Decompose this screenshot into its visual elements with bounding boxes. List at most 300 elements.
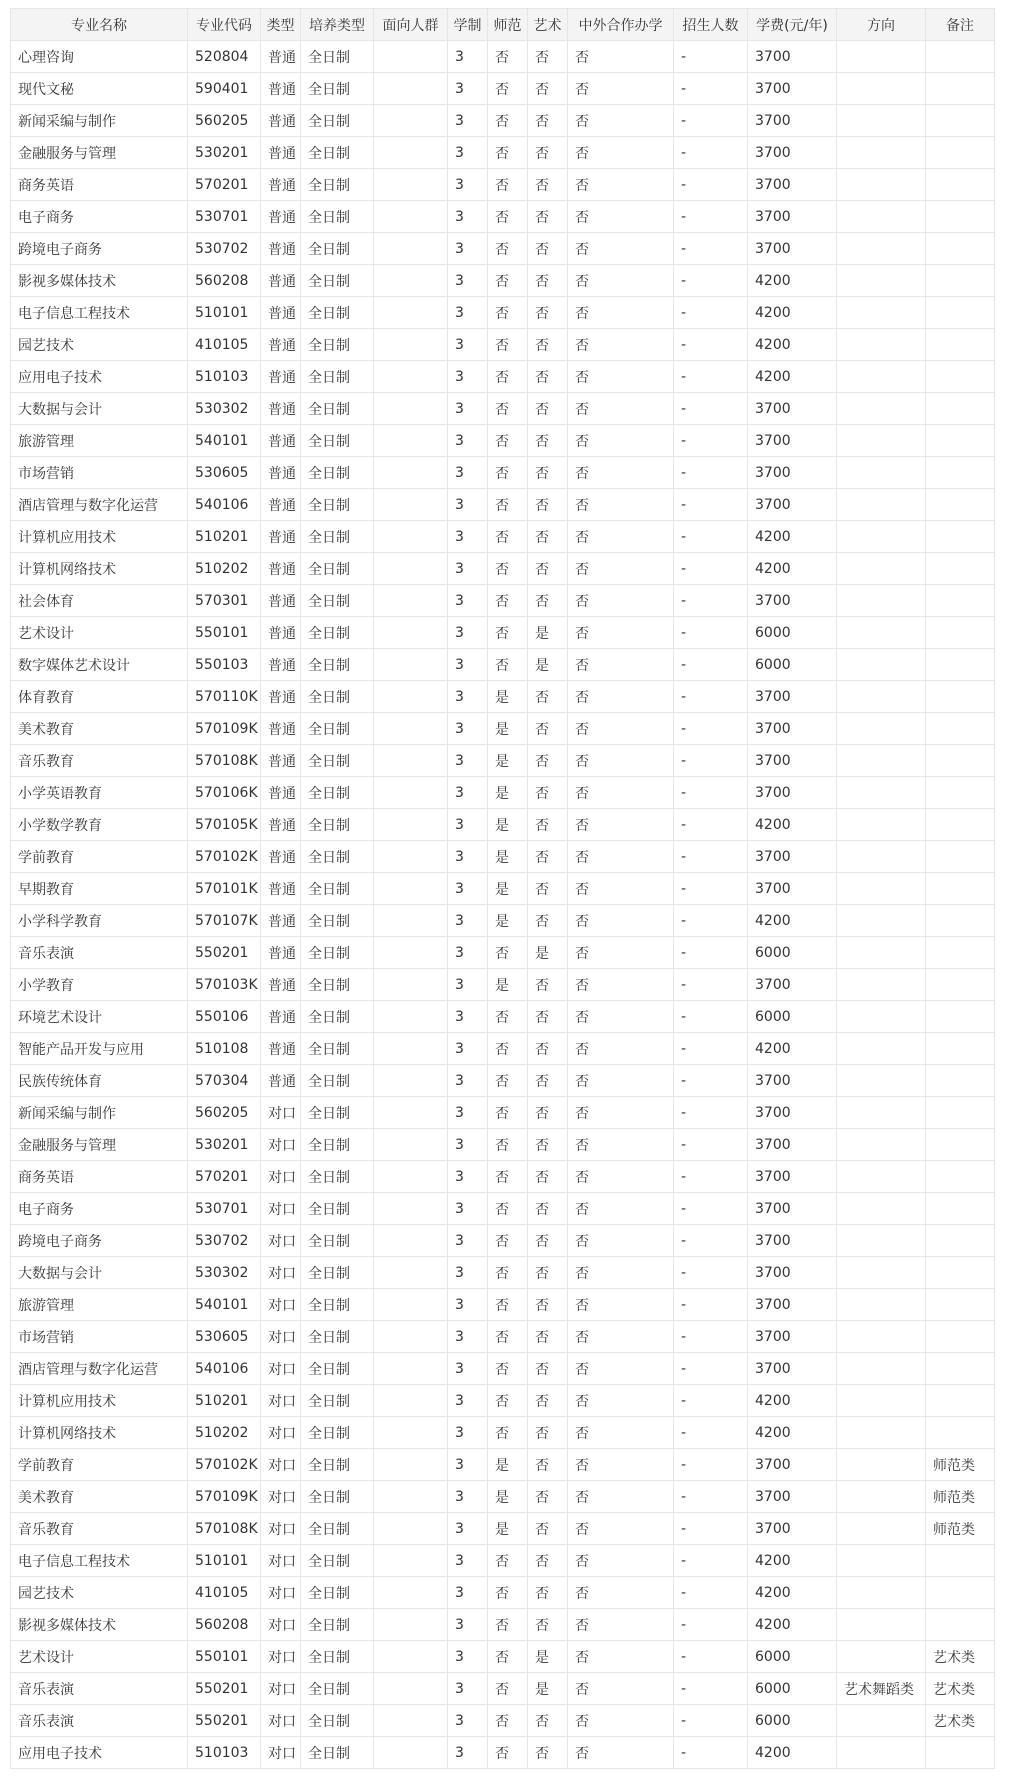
- cell-major-name: 影视多媒体技术: [11, 1609, 188, 1641]
- cell-joint-program: 否: [568, 1609, 674, 1641]
- table-row: [11, 1481, 995, 1513]
- cell-art: 否: [528, 1737, 568, 1769]
- cell-tuition: 3700: [748, 425, 837, 457]
- cell-major-code: 520804: [188, 41, 261, 73]
- cell-normal: 否: [488, 489, 528, 521]
- table-row: [11, 393, 995, 425]
- cell-duration: 3: [448, 1321, 488, 1353]
- cell-enrollment: -: [674, 1097, 748, 1129]
- cell-major-name: 新闻采编与制作: [11, 105, 188, 137]
- cell-major-name: 环境艺术设计: [11, 1001, 188, 1033]
- cell-duration: 3: [448, 489, 488, 521]
- cell-training-type: 全日制: [301, 1449, 374, 1481]
- cell-type: 对口: [261, 1257, 301, 1289]
- table-row: [11, 937, 995, 969]
- cell-normal: 否: [488, 329, 528, 361]
- cell-training-type: 全日制: [301, 745, 374, 777]
- cell-tuition: 3700: [748, 41, 837, 73]
- cell-target-group: [374, 1129, 448, 1161]
- table-row: [11, 1385, 995, 1417]
- cell-training-type: 全日制: [301, 1193, 374, 1225]
- cell-tuition: 3700: [748, 1481, 837, 1513]
- cell-major-code: 510101: [188, 1545, 261, 1577]
- cell-major-code: 530605: [188, 1321, 261, 1353]
- cell-training-type: 全日制: [301, 1129, 374, 1161]
- cell-direction: [837, 873, 926, 905]
- cell-training-type: 全日制: [301, 937, 374, 969]
- cell-joint-program: 否: [568, 137, 674, 169]
- cell-target-group: [374, 41, 448, 73]
- cell-art: 否: [528, 1609, 568, 1641]
- cell-target-group: [374, 617, 448, 649]
- cell-major-name: 市场营销: [11, 1321, 188, 1353]
- cell-major-code: 570108K: [188, 1513, 261, 1545]
- cell-joint-program: 否: [568, 169, 674, 201]
- cell-training-type: 全日制: [301, 1033, 374, 1065]
- cell-major-code: 570201: [188, 169, 261, 201]
- cell-major-code: 530702: [188, 233, 261, 265]
- cell-major-name: 音乐教育: [11, 745, 188, 777]
- cell-direction: [837, 1033, 926, 1065]
- cell-type: 普通: [261, 841, 301, 873]
- cell-remarks: 艺术类: [926, 1641, 995, 1673]
- cell-target-group: [374, 105, 448, 137]
- cell-art: 否: [528, 841, 568, 873]
- cell-major-name: 小学数学教育: [11, 809, 188, 841]
- cell-major-name: 电子商务: [11, 201, 188, 233]
- cell-art: 否: [528, 585, 568, 617]
- table-row: [11, 1705, 995, 1737]
- cell-training-type: 全日制: [301, 1097, 374, 1129]
- cell-major-name: 大数据与会计: [11, 1257, 188, 1289]
- cell-target-group: [374, 1097, 448, 1129]
- cell-major-name: 酒店管理与数字化运营: [11, 489, 188, 521]
- cell-joint-program: 否: [568, 873, 674, 905]
- column-header-major-name: 专业名称: [11, 9, 188, 41]
- cell-tuition: 3700: [748, 393, 837, 425]
- table-row: [11, 361, 995, 393]
- cell-major-name: 智能产品开发与应用: [11, 1033, 188, 1065]
- table-row: [11, 1449, 995, 1481]
- cell-target-group: [374, 1641, 448, 1673]
- cell-major-code: 570105K: [188, 809, 261, 841]
- table-row: [11, 1641, 995, 1673]
- cell-remarks: [926, 1097, 995, 1129]
- cell-enrollment: -: [674, 1641, 748, 1673]
- cell-enrollment: -: [674, 1417, 748, 1449]
- cell-major-name: 艺术设计: [11, 617, 188, 649]
- cell-joint-program: 否: [568, 905, 674, 937]
- cell-major-name: 音乐表演: [11, 937, 188, 969]
- cell-art: 否: [528, 1065, 568, 1097]
- cell-major-code: 570101K: [188, 873, 261, 905]
- cell-type: 普通: [261, 169, 301, 201]
- cell-type: 普通: [261, 617, 301, 649]
- cell-tuition: 3700: [748, 1289, 837, 1321]
- cell-enrollment: -: [674, 1321, 748, 1353]
- cell-major-code: 550101: [188, 1641, 261, 1673]
- cell-target-group: [374, 1033, 448, 1065]
- cell-training-type: 全日制: [301, 905, 374, 937]
- cell-joint-program: 否: [568, 1417, 674, 1449]
- column-header-enrollment: 招生人数: [674, 9, 748, 41]
- cell-type: 对口: [261, 1385, 301, 1417]
- cell-joint-program: 否: [568, 969, 674, 1001]
- cell-duration: 3: [448, 681, 488, 713]
- cell-enrollment: -: [674, 425, 748, 457]
- cell-tuition: 3700: [748, 777, 837, 809]
- cell-remarks: [926, 1737, 995, 1769]
- cell-direction: [837, 1705, 926, 1737]
- cell-remarks: [926, 329, 995, 361]
- table-row: [11, 649, 995, 681]
- cell-enrollment: -: [674, 105, 748, 137]
- cell-major-code: 530701: [188, 201, 261, 233]
- cell-major-code: 560208: [188, 265, 261, 297]
- cell-type: 普通: [261, 809, 301, 841]
- cell-art: 是: [528, 617, 568, 649]
- cell-normal: 是: [488, 1481, 528, 1513]
- cell-enrollment: -: [674, 841, 748, 873]
- cell-art: 否: [528, 1353, 568, 1385]
- cell-duration: 3: [448, 649, 488, 681]
- cell-normal: 是: [488, 1449, 528, 1481]
- table-row: [11, 969, 995, 1001]
- cell-art: 否: [528, 745, 568, 777]
- cell-normal: 否: [488, 1545, 528, 1577]
- cell-normal: 是: [488, 873, 528, 905]
- cell-duration: 3: [448, 1705, 488, 1737]
- cell-direction: [837, 1609, 926, 1641]
- cell-major-code: 510108: [188, 1033, 261, 1065]
- cell-enrollment: -: [674, 1033, 748, 1065]
- cell-training-type: 全日制: [301, 1225, 374, 1257]
- cell-duration: 3: [448, 1385, 488, 1417]
- table-row: [11, 873, 995, 905]
- cell-type: 普通: [261, 1001, 301, 1033]
- cell-major-name: 体育教育: [11, 681, 188, 713]
- table-row: [11, 233, 995, 265]
- cell-type: 普通: [261, 265, 301, 297]
- cell-joint-program: 否: [568, 1097, 674, 1129]
- table-row: [11, 1033, 995, 1065]
- cell-remarks: 师范类: [926, 1449, 995, 1481]
- cell-major-name: 市场营销: [11, 457, 188, 489]
- cell-remarks: [926, 457, 995, 489]
- cell-joint-program: 否: [568, 1193, 674, 1225]
- cell-remarks: [926, 1417, 995, 1449]
- cell-direction: [837, 169, 926, 201]
- cell-type: 普通: [261, 73, 301, 105]
- cell-joint-program: 否: [568, 1225, 674, 1257]
- cell-tuition: 3700: [748, 137, 837, 169]
- cell-major-code: 570108K: [188, 745, 261, 777]
- cell-major-name: 电子信息工程技术: [11, 297, 188, 329]
- cell-tuition: 3700: [748, 713, 837, 745]
- cell-duration: 3: [448, 1161, 488, 1193]
- cell-major-code: 570102K: [188, 1449, 261, 1481]
- cell-enrollment: -: [674, 1065, 748, 1097]
- cell-training-type: 全日制: [301, 1353, 374, 1385]
- cell-art: 否: [528, 41, 568, 73]
- cell-major-code: 530201: [188, 137, 261, 169]
- cell-training-type: 全日制: [301, 969, 374, 1001]
- cell-normal: 否: [488, 1417, 528, 1449]
- cell-enrollment: -: [674, 393, 748, 425]
- cell-enrollment: -: [674, 585, 748, 617]
- cell-major-code: 570102K: [188, 841, 261, 873]
- cell-major-name: 计算机网络技术: [11, 1417, 188, 1449]
- cell-tuition: 4200: [748, 1033, 837, 1065]
- cell-tuition: 4200: [748, 1417, 837, 1449]
- table-row: [11, 1193, 995, 1225]
- cell-art: 否: [528, 713, 568, 745]
- cell-art: 否: [528, 137, 568, 169]
- table-row: [11, 585, 995, 617]
- cell-type: 对口: [261, 1481, 301, 1513]
- cell-training-type: 全日制: [301, 329, 374, 361]
- cell-enrollment: -: [674, 969, 748, 1001]
- cell-target-group: [374, 137, 448, 169]
- cell-training-type: 全日制: [301, 617, 374, 649]
- cell-training-type: 全日制: [301, 1417, 374, 1449]
- cell-type: 普通: [261, 41, 301, 73]
- cell-major-name: 社会体育: [11, 585, 188, 617]
- cell-direction: [837, 425, 926, 457]
- cell-enrollment: -: [674, 265, 748, 297]
- cell-major-name: 美术教育: [11, 1481, 188, 1513]
- cell-tuition: 3700: [748, 1161, 837, 1193]
- cell-normal: 否: [488, 361, 528, 393]
- cell-tuition: 6000: [748, 1705, 837, 1737]
- cell-duration: 3: [448, 41, 488, 73]
- cell-remarks: [926, 1033, 995, 1065]
- column-header-remarks: 备注: [926, 9, 995, 41]
- cell-joint-program: 否: [568, 1289, 674, 1321]
- cell-training-type: 全日制: [301, 265, 374, 297]
- cell-type: 普通: [261, 969, 301, 1001]
- cell-art: 否: [528, 777, 568, 809]
- cell-art: 否: [528, 1385, 568, 1417]
- cell-major-code: 550201: [188, 1705, 261, 1737]
- cell-tuition: 4200: [748, 361, 837, 393]
- cell-art: 否: [528, 201, 568, 233]
- cell-training-type: 全日制: [301, 1737, 374, 1769]
- cell-target-group: [374, 713, 448, 745]
- cell-duration: 3: [448, 1609, 488, 1641]
- cell-enrollment: -: [674, 297, 748, 329]
- cell-direction: [837, 777, 926, 809]
- cell-duration: 3: [448, 137, 488, 169]
- cell-direction: [837, 521, 926, 553]
- cell-training-type: 全日制: [301, 457, 374, 489]
- cell-target-group: [374, 73, 448, 105]
- table-row: [11, 1545, 995, 1577]
- cell-target-group: [374, 777, 448, 809]
- cell-major-code: 590401: [188, 73, 261, 105]
- cell-remarks: [926, 1129, 995, 1161]
- cell-target-group: [374, 1609, 448, 1641]
- cell-remarks: [926, 1321, 995, 1353]
- cell-target-group: [374, 1001, 448, 1033]
- cell-direction: [837, 1481, 926, 1513]
- cell-major-name: 小学教育: [11, 969, 188, 1001]
- cell-duration: 3: [448, 201, 488, 233]
- cell-joint-program: 否: [568, 489, 674, 521]
- cell-duration: 3: [448, 873, 488, 905]
- table-row: [11, 681, 995, 713]
- cell-training-type: 全日制: [301, 489, 374, 521]
- cell-type: 普通: [261, 393, 301, 425]
- cell-art: 是: [528, 649, 568, 681]
- cell-tuition: 4200: [748, 521, 837, 553]
- cell-duration: 3: [448, 745, 488, 777]
- table-header: [11, 9, 995, 41]
- cell-enrollment: -: [674, 777, 748, 809]
- cell-tuition: 3700: [748, 233, 837, 265]
- cell-target-group: [374, 1673, 448, 1705]
- cell-remarks: [926, 1577, 995, 1609]
- cell-duration: 3: [448, 1193, 488, 1225]
- cell-normal: 否: [488, 1001, 528, 1033]
- column-header-duration: 学制: [448, 9, 488, 41]
- cell-training-type: 全日制: [301, 1161, 374, 1193]
- cell-remarks: [926, 393, 995, 425]
- cell-target-group: [374, 1737, 448, 1769]
- cell-duration: 3: [448, 329, 488, 361]
- cell-type: 普通: [261, 105, 301, 137]
- cell-joint-program: 否: [568, 713, 674, 745]
- cell-tuition: 3700: [748, 1353, 837, 1385]
- cell-joint-program: 否: [568, 1001, 674, 1033]
- cell-art: 否: [528, 1705, 568, 1737]
- cell-remarks: [926, 169, 995, 201]
- cell-duration: 3: [448, 969, 488, 1001]
- cell-art: 否: [528, 489, 568, 521]
- cell-joint-program: 否: [568, 1065, 674, 1097]
- cell-tuition: 6000: [748, 617, 837, 649]
- cell-training-type: 全日制: [301, 713, 374, 745]
- cell-direction: [837, 457, 926, 489]
- cell-tuition: 3700: [748, 73, 837, 105]
- cell-major-name: 商务英语: [11, 1161, 188, 1193]
- table-row: [11, 1673, 995, 1705]
- cell-joint-program: 否: [568, 1321, 674, 1353]
- cell-target-group: [374, 1481, 448, 1513]
- cell-tuition: 3700: [748, 1321, 837, 1353]
- cell-remarks: [926, 809, 995, 841]
- cell-type: 普通: [261, 425, 301, 457]
- cell-remarks: [926, 1609, 995, 1641]
- cell-remarks: [926, 1065, 995, 1097]
- cell-major-name: 影视多媒体技术: [11, 265, 188, 297]
- cell-tuition: 3700: [748, 681, 837, 713]
- cell-target-group: [374, 905, 448, 937]
- cell-direction: [837, 297, 926, 329]
- column-header-art: 艺术: [528, 9, 568, 41]
- cell-art: 是: [528, 1673, 568, 1705]
- cell-joint-program: 否: [568, 1577, 674, 1609]
- cell-normal: 否: [488, 1737, 528, 1769]
- cell-tuition: 4200: [748, 809, 837, 841]
- table-row: [11, 617, 995, 649]
- cell-normal: 是: [488, 1513, 528, 1545]
- cell-major-name: 商务英语: [11, 169, 188, 201]
- cell-target-group: [374, 649, 448, 681]
- cell-art: 否: [528, 105, 568, 137]
- cell-major-name: 心理咨询: [11, 41, 188, 73]
- cell-normal: 否: [488, 41, 528, 73]
- cell-duration: 3: [448, 1417, 488, 1449]
- cell-joint-program: 否: [568, 841, 674, 873]
- cell-target-group: [374, 585, 448, 617]
- table-row: [11, 713, 995, 745]
- cell-normal: 否: [488, 457, 528, 489]
- cell-normal: 否: [488, 1193, 528, 1225]
- cell-normal: 否: [488, 1225, 528, 1257]
- cell-art: 否: [528, 1161, 568, 1193]
- cell-major-code: 570106K: [188, 777, 261, 809]
- cell-direction: [837, 137, 926, 169]
- cell-training-type: 全日制: [301, 1481, 374, 1513]
- cell-target-group: [374, 489, 448, 521]
- cell-type: 普通: [261, 553, 301, 585]
- cell-remarks: [926, 681, 995, 713]
- cell-art: 否: [528, 873, 568, 905]
- cell-remarks: 艺术类: [926, 1673, 995, 1705]
- cell-target-group: [374, 809, 448, 841]
- cell-tuition: 3700: [748, 489, 837, 521]
- table-row: [11, 1513, 995, 1545]
- cell-enrollment: -: [674, 1001, 748, 1033]
- cell-target-group: [374, 265, 448, 297]
- cell-art: 否: [528, 1257, 568, 1289]
- cell-remarks: [926, 1001, 995, 1033]
- cell-major-code: 560205: [188, 105, 261, 137]
- cell-major-code: 540101: [188, 1289, 261, 1321]
- cell-duration: 3: [448, 1001, 488, 1033]
- cell-art: 否: [528, 1033, 568, 1065]
- cell-major-code: 540106: [188, 489, 261, 521]
- cell-art: 否: [528, 1289, 568, 1321]
- table-row: [11, 1353, 995, 1385]
- cell-joint-program: 否: [568, 201, 674, 233]
- cell-major-name: 计算机网络技术: [11, 553, 188, 585]
- cell-tuition: 3700: [748, 1257, 837, 1289]
- table-row: [11, 905, 995, 937]
- table-row: [11, 1321, 995, 1353]
- cell-direction: [837, 1065, 926, 1097]
- cell-joint-program: 否: [568, 1449, 674, 1481]
- cell-tuition: 3700: [748, 1513, 837, 1545]
- cell-tuition: 3700: [748, 1225, 837, 1257]
- cell-type: 普通: [261, 585, 301, 617]
- cell-duration: 3: [448, 617, 488, 649]
- cell-major-name: 数字媒体艺术设计: [11, 649, 188, 681]
- cell-art: 否: [528, 1577, 568, 1609]
- cell-training-type: 全日制: [301, 41, 374, 73]
- cell-major-code: 550201: [188, 937, 261, 969]
- cell-type: 普通: [261, 745, 301, 777]
- program-table: [10, 8, 995, 1769]
- cell-joint-program: 否: [568, 681, 674, 713]
- cell-enrollment: -: [674, 489, 748, 521]
- cell-target-group: [374, 1705, 448, 1737]
- cell-normal: 是: [488, 777, 528, 809]
- cell-major-code: 570107K: [188, 905, 261, 937]
- cell-major-code: 510201: [188, 1385, 261, 1417]
- cell-type: 普通: [261, 713, 301, 745]
